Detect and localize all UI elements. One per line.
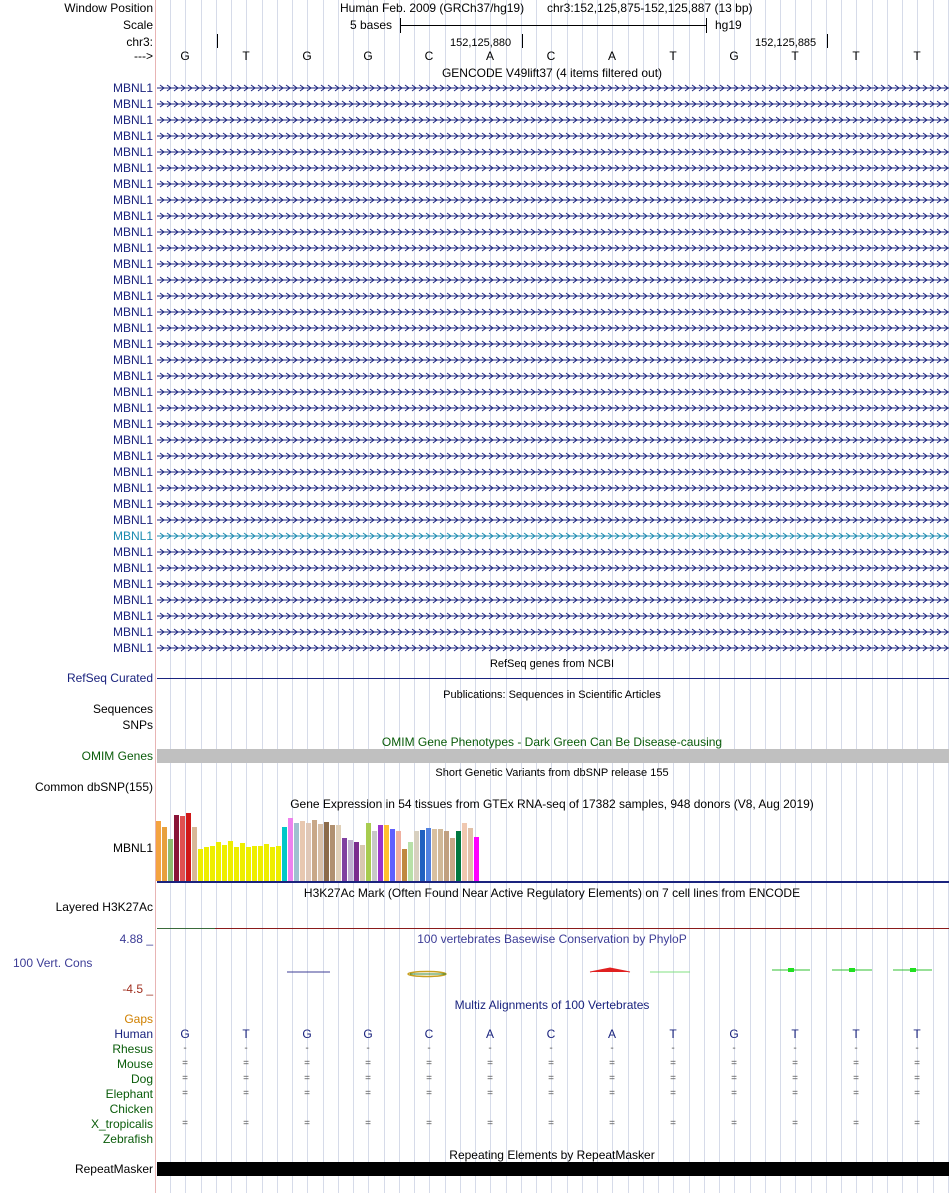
multiz-match-mark: = — [304, 1058, 310, 1069]
multiz-base: T — [791, 1027, 799, 1041]
gencode-transcript[interactable] — [157, 355, 949, 365]
gencode-transcript-label[interactable]: MBNL1 — [112, 609, 153, 623]
gtex-tissue-bar[interactable] — [414, 831, 419, 881]
multiz-base: T — [913, 1027, 921, 1041]
gtex-tissue-bar[interactable] — [360, 845, 365, 881]
gencode-transcript[interactable] — [157, 531, 949, 541]
gencode-transcript-label[interactable]: MBNL1 — [112, 129, 153, 143]
multiz-match-mark: = — [548, 1073, 554, 1084]
repeatmasker-track-label[interactable]: RepeatMasker — [74, 1162, 153, 1176]
omim-track-label[interactable]: OMIM Genes — [81, 749, 153, 763]
h3k27ac-track-title: H3K27Ac Mark (Often Found Near Active Regulatory Elements) on 7 cell lines from ENCODE — [303, 886, 801, 900]
scale-label: Scale — [122, 18, 153, 32]
multiz-match-mark: = — [365, 1073, 371, 1084]
phylop-track-title: 100 vertebrates Basewise Conservation by PhyloP — [417, 932, 687, 946]
gencode-transcript[interactable] — [157, 371, 949, 381]
gencode-transcript-label[interactable]: MBNL1 — [112, 577, 153, 591]
dbsnp-track-title: Short Genetic Variants from dbSNP release 155 — [435, 767, 669, 779]
multiz-match-mark: = — [853, 1118, 859, 1129]
multiz-match-mark: = — [365, 1118, 371, 1129]
gencode-transcript-label[interactable]: MBNL1 — [112, 513, 153, 527]
gtex-tissue-bar[interactable] — [318, 824, 323, 881]
gtex-tissue-bar[interactable] — [240, 843, 245, 881]
multiz-match-mark: - — [488, 1043, 492, 1054]
assembly-title: Human Feb. 2009 (GRCh37/hg19) — [340, 1, 525, 15]
multiz-match-mark: - — [183, 1043, 187, 1054]
gtex-tissue-bar[interactable] — [246, 847, 251, 881]
multiz-match-mark: = — [609, 1118, 615, 1129]
gtex-tissue-bar[interactable] — [438, 829, 443, 881]
base-letter: T — [669, 49, 677, 63]
gencode-transcript-label[interactable]: MBNL1 — [112, 561, 153, 575]
gtex-tissue-bar[interactable] — [456, 831, 461, 881]
h3k27ac-track-label[interactable]: Layered H3K27Ac — [55, 900, 153, 914]
multiz-match-mark: = — [853, 1088, 859, 1099]
gtex-tissue-bar[interactable] — [336, 825, 341, 881]
publications-sequences-label[interactable]: Sequences — [92, 702, 153, 716]
gtex-tissue-bar[interactable] — [216, 842, 221, 881]
gencode-transcript[interactable] — [157, 195, 949, 205]
multiz-base: C — [424, 1027, 434, 1041]
gencode-transcript-label[interactable]: MBNL1 — [112, 465, 153, 479]
multiz-species-label[interactable]: Human — [114, 1027, 153, 1041]
multiz-match-mark: = — [304, 1073, 310, 1084]
base-letter: T — [913, 49, 921, 63]
gtex-tissue-bar[interactable] — [210, 846, 215, 881]
phylop-track-label[interactable]: 100 Vert. Cons — [13, 956, 93, 970]
multiz-species-label[interactable]: Dog — [130, 1072, 153, 1086]
multiz-match-mark: = — [731, 1058, 737, 1069]
multiz-match-mark: = — [426, 1118, 432, 1129]
gtex-tissue-bar[interactable] — [294, 823, 299, 881]
gencode-transcript-label[interactable]: MBNL1 — [112, 593, 153, 607]
gtex-tissue-bar[interactable] — [222, 845, 227, 881]
chr-label: chr3: — [126, 35, 153, 49]
base-letter: T — [242, 49, 250, 63]
gencode-transcript-label[interactable]: MBNL1 — [112, 385, 153, 399]
multiz-match-mark: = — [609, 1073, 615, 1084]
base-letter: G — [180, 49, 190, 63]
multiz-match-mark: = — [670, 1058, 676, 1069]
multiz-match-mark: = — [243, 1118, 249, 1129]
gencode-transcript[interactable] — [157, 131, 949, 141]
gencode-transcript[interactable] — [157, 259, 949, 269]
ruler-tick — [522, 34, 523, 48]
gencode-transcript-label[interactable]: MBNL1 — [112, 241, 153, 255]
gtex-tissue-bar[interactable] — [300, 821, 305, 881]
multiz-match-mark: = — [243, 1088, 249, 1099]
gencode-transcript-label[interactable]: MBNL1 — [112, 193, 153, 207]
multiz-match-mark: = — [670, 1118, 676, 1129]
gencode-transcript-label[interactable]: MBNL1 — [112, 145, 153, 159]
strand-arrow-label: ---> — [134, 49, 153, 63]
multiz-base: T — [669, 1027, 677, 1041]
multiz-match-mark: = — [487, 1058, 493, 1069]
gtex-tissue-bar[interactable] — [168, 839, 173, 881]
multiz-base: T — [242, 1027, 250, 1041]
gtex-tissue-bar[interactable] — [162, 827, 167, 881]
phylop-conservation-plot[interactable] — [0, 940, 950, 1000]
gencode-transcript-label[interactable]: MBNL1 — [112, 289, 153, 303]
multiz-match-mark: = — [609, 1088, 615, 1099]
multiz-match-mark: = — [914, 1088, 920, 1099]
gencode-transcript[interactable] — [157, 547, 949, 557]
refseq-track-label[interactable]: RefSeq Curated — [66, 671, 153, 685]
multiz-base: C — [546, 1027, 556, 1041]
gencode-transcript-label[interactable]: MBNL1 — [112, 545, 153, 559]
gencode-transcript[interactable] — [157, 323, 949, 333]
multiz-match-mark: = — [670, 1088, 676, 1099]
gencode-transcript[interactable] — [157, 99, 949, 109]
multiz-match-mark: = — [426, 1073, 432, 1084]
publications-snps-label[interactable]: SNPs — [122, 718, 153, 732]
gtex-tissue-bar[interactable] — [252, 846, 257, 881]
gtex-tissue-bar[interactable] — [288, 818, 293, 881]
gtex-track-title: Gene Expression in 54 tissues from GTEx RNA-seq of 17382 samples, 948 donors (V8, Aug 2019) — [290, 797, 814, 811]
gencode-transcript[interactable] — [157, 515, 949, 525]
multiz-match-mark: = — [182, 1058, 188, 1069]
multiz-match-mark: = — [487, 1073, 493, 1084]
repeatmasker-track-title: Repeating Elements by RepeatMasker — [449, 1148, 655, 1162]
ruler-tick — [217, 34, 218, 48]
multiz-base: T — [852, 1027, 860, 1041]
label-column-divider — [155, 0, 156, 1193]
multiz-base: G — [363, 1027, 373, 1041]
multiz-match-mark: = — [487, 1088, 493, 1099]
multiz-match-mark: = — [670, 1073, 676, 1084]
multiz-match-mark: = — [304, 1118, 310, 1129]
multiz-match-mark: = — [731, 1073, 737, 1084]
gtex-tissue-bar[interactable] — [378, 825, 383, 881]
gencode-transcript[interactable] — [157, 435, 949, 445]
gtex-tissue-bar[interactable] — [342, 838, 347, 881]
gtex-tissue-bar[interactable] — [468, 828, 473, 881]
multiz-species-label[interactable]: Chicken — [109, 1102, 153, 1116]
multiz-match-mark: - — [305, 1043, 309, 1054]
gencode-transcript[interactable] — [157, 387, 949, 397]
multiz-match-mark: = — [243, 1073, 249, 1084]
multiz-match-mark: - — [854, 1043, 858, 1054]
multiz-match-mark: = — [426, 1058, 432, 1069]
gencode-transcript-label[interactable]: MBNL1 — [112, 433, 153, 447]
base-letter: A — [485, 49, 494, 63]
multiz-base: G — [180, 1027, 190, 1041]
gtex-tissue-bar[interactable] — [426, 828, 431, 881]
ruler-coordinate-1: 152,125,880 — [450, 37, 512, 49]
gtex-tissue-bar[interactable] — [306, 823, 311, 881]
multiz-match-mark: = — [182, 1073, 188, 1084]
multiz-match-mark: = — [365, 1058, 371, 1069]
gtex-tissue-bar[interactable] — [330, 825, 335, 881]
gencode-transcript[interactable] — [157, 595, 949, 605]
multiz-match-mark: - — [366, 1043, 370, 1054]
multiz-match-mark: = — [365, 1088, 371, 1099]
gtex-tissue-bar[interactable] — [258, 846, 263, 881]
gtex-tissue-bar[interactable] — [354, 842, 359, 881]
scale-db-label: hg19 — [715, 18, 742, 32]
multiz-match-mark: = — [487, 1118, 493, 1129]
gencode-transcript[interactable] — [157, 643, 949, 653]
ruler-tick — [827, 34, 828, 48]
gtex-tissue-bar[interactable] — [450, 838, 455, 881]
gencode-transcript-label[interactable]: MBNL1 — [112, 209, 153, 223]
multiz-match-mark: = — [731, 1118, 737, 1129]
multiz-match-mark: = — [792, 1073, 798, 1084]
gtex-tissue-bar[interactable] — [396, 831, 401, 881]
gencode-transcript[interactable] — [157, 627, 949, 637]
multiz-match-mark: - — [427, 1043, 431, 1054]
gtex-tissue-bar[interactable] — [384, 825, 389, 881]
multiz-match-mark: = — [853, 1058, 859, 1069]
multiz-base: A — [485, 1027, 494, 1041]
multiz-species-label[interactable]: Zebrafish — [102, 1132, 153, 1146]
gencode-transcript[interactable] — [157, 307, 949, 317]
gtex-tissue-bar[interactable] — [186, 813, 191, 881]
multiz-match-mark: - — [915, 1043, 919, 1054]
multiz-match-mark: = — [548, 1118, 554, 1129]
gtex-tissue-bar[interactable] — [156, 821, 161, 881]
position-title: chr3:152,125,875-152,125,887 (13 bp) — [547, 1, 753, 15]
multiz-match-mark: = — [914, 1118, 920, 1129]
multiz-match-mark: = — [853, 1073, 859, 1084]
gtex-tissue-bar[interactable] — [390, 829, 395, 881]
gencode-transcript-label[interactable]: MBNL1 — [112, 305, 153, 319]
gencode-transcript[interactable] — [157, 403, 949, 413]
base-letter: C — [546, 49, 556, 63]
multiz-match-mark: - — [610, 1043, 614, 1054]
gencode-transcript-label[interactable]: MBNL1 — [112, 417, 153, 431]
gencode-transcript[interactable] — [157, 451, 949, 461]
gtex-baseline — [157, 881, 949, 883]
gencode-transcript[interactable] — [157, 179, 949, 189]
base-letter: A — [607, 49, 616, 63]
gtex-tissue-bar[interactable] — [432, 829, 437, 881]
multiz-base: A — [607, 1027, 616, 1041]
dbsnp-track-label[interactable]: Common dbSNP(155) — [34, 780, 153, 794]
gencode-transcript-label[interactable]: MBNL1 — [112, 273, 153, 287]
multiz-match-mark: - — [671, 1043, 675, 1054]
multiz-match-mark: = — [304, 1088, 310, 1099]
multiz-species-label[interactable]: Elephant — [105, 1087, 153, 1101]
multiz-match-mark: = — [548, 1088, 554, 1099]
gencode-transcript[interactable] — [157, 611, 949, 621]
multiz-match-mark: = — [609, 1058, 615, 1069]
gtex-tissue-bar[interactable] — [462, 823, 467, 881]
gtex-tissue-bar[interactable] — [366, 823, 371, 881]
gencode-transcript-label[interactable]: MBNL1 — [112, 369, 153, 383]
gtex-tissue-bar[interactable] — [270, 847, 275, 881]
gtex-tissue-bar[interactable] — [180, 816, 185, 881]
multiz-match-mark: = — [182, 1088, 188, 1099]
gencode-transcript-label[interactable]: MBNL1 — [112, 257, 153, 271]
gencode-transcript[interactable] — [157, 163, 949, 173]
multiz-match-mark: = — [243, 1058, 249, 1069]
gencode-track-title: GENCODE V49lift37 (4 items filtered out) — [441, 66, 663, 80]
omim-track-title: OMIM Gene Phenotypes - Dark Green Can Be Disease-causing — [381, 735, 723, 749]
base-letter: C — [424, 49, 434, 63]
gencode-transcript[interactable] — [157, 499, 949, 509]
gencode-transcript-label[interactable]: MBNL1 — [112, 401, 153, 415]
base-letter: G — [363, 49, 373, 63]
ruler-coordinate-2: 152,125,885 — [755, 37, 817, 49]
gencode-transcript[interactable] — [157, 83, 949, 93]
base-letter: G — [729, 49, 739, 63]
gencode-transcript[interactable] — [157, 211, 949, 221]
gencode-transcript-label[interactable]: MBNL1 — [112, 481, 153, 495]
gtex-tissue-bar[interactable] — [228, 841, 233, 881]
gtex-tissue-bar[interactable] — [444, 831, 449, 881]
gtex-tissue-bar[interactable] — [198, 849, 203, 881]
base-letter: G — [302, 49, 312, 63]
h3k27ac-signal — [157, 928, 215, 929]
gtex-tissue-bar[interactable] — [372, 831, 377, 881]
multiz-match-mark: = — [792, 1058, 798, 1069]
gencode-transcript-label[interactable]: MBNL1 — [112, 353, 153, 367]
gencode-transcript-label[interactable]: MBNL1 — [112, 625, 153, 639]
multiz-track-title: Multiz Alignments of 100 Vertebrates — [454, 998, 650, 1012]
gtex-tissue-bar[interactable] — [474, 837, 479, 881]
gencode-transcript-label[interactable]: MBNL1 — [112, 321, 153, 335]
multiz-match-mark: - — [793, 1043, 797, 1054]
gencode-transcript-label[interactable]: MBNL1 — [112, 161, 153, 175]
multiz-match-mark: = — [792, 1088, 798, 1099]
repeatmasker-element[interactable] — [157, 1162, 949, 1176]
gencode-transcript[interactable] — [157, 115, 949, 125]
gencode-transcript[interactable] — [157, 227, 949, 237]
gtex-tissue-bar[interactable] — [174, 815, 179, 881]
gtex-tissue-bar[interactable] — [312, 820, 317, 881]
gencode-transcript-label[interactable]: MBNL1 — [112, 177, 153, 191]
gtex-tissue-bar[interactable] — [282, 827, 287, 881]
gtex-tissue-bar[interactable] — [408, 842, 413, 881]
gencode-transcript-label[interactable]: MBNL1 — [112, 449, 153, 463]
multiz-gaps-label[interactable]: Gaps — [124, 1012, 153, 1026]
gencode-transcript-label[interactable]: MBNL1 — [112, 497, 153, 511]
scale-bar-text: 5 bases — [350, 18, 393, 32]
gencode-transcript-label[interactable]: MBNL1 — [112, 337, 153, 351]
gencode-transcript[interactable] — [157, 419, 949, 429]
phylop-max-label: 4.88 _ — [119, 932, 153, 946]
gtex-tissue-bar[interactable] — [204, 847, 209, 881]
gtex-tissue-bar[interactable] — [348, 840, 353, 881]
base-letter: T — [791, 49, 799, 63]
multiz-match-mark: = — [731, 1088, 737, 1099]
gencode-transcript-label[interactable]: MBNL1 — [112, 225, 153, 239]
gtex-track-label[interactable]: MBNL1 — [112, 841, 153, 855]
refseq-track-title: RefSeq genes from NCBI — [489, 658, 615, 670]
phylop-min-label: -4.5 _ — [122, 982, 153, 996]
gencode-transcript[interactable] — [157, 275, 949, 285]
multiz-species-label[interactable]: Mouse — [116, 1057, 153, 1071]
gencode-transcript[interactable] — [157, 483, 949, 493]
gencode-transcript-label[interactable]: MBNL1 — [112, 81, 153, 95]
gencode-transcript-label[interactable]: MBNL1 — [112, 641, 153, 655]
gtex-tissue-bar[interactable] — [234, 847, 239, 881]
multiz-match-mark: - — [732, 1043, 736, 1054]
multiz-match-mark: = — [548, 1058, 554, 1069]
gtex-tissue-bar[interactable] — [192, 827, 197, 881]
multiz-match-mark: = — [426, 1088, 432, 1099]
multiz-species-label[interactable]: Rhesus — [112, 1042, 153, 1056]
gencode-transcript[interactable] — [157, 147, 949, 157]
multiz-match-mark: = — [792, 1118, 798, 1129]
gencode-transcript[interactable] — [157, 467, 949, 477]
multiz-match-mark: = — [914, 1073, 920, 1084]
gencode-transcript-label[interactable]: MBNL1 — [112, 97, 153, 111]
gencode-transcript[interactable] — [157, 339, 949, 349]
multiz-match-mark: = — [914, 1058, 920, 1069]
gencode-transcript[interactable] — [157, 563, 949, 573]
multiz-species-label[interactable]: X_tropicalis — [90, 1117, 153, 1131]
gtex-tissue-bar[interactable] — [420, 830, 425, 881]
multiz-base: G — [302, 1027, 312, 1041]
gtex-tissue-bar[interactable] — [402, 849, 407, 881]
h3k27ac-baseline — [157, 928, 949, 929]
window-position-label: Window Position — [64, 1, 153, 15]
gencode-transcript[interactable] — [157, 243, 949, 253]
gencode-transcript-label[interactable]: MBNL1 — [112, 113, 153, 127]
gencode-transcript-label[interactable]: MBNL1 — [112, 529, 153, 543]
refseq-gene-line[interactable] — [157, 678, 949, 679]
gtex-tissue-bar[interactable] — [324, 822, 329, 881]
multiz-base: G — [729, 1027, 739, 1041]
omim-gene-bar[interactable] — [157, 749, 949, 763]
multiz-match-mark: = — [182, 1118, 188, 1129]
multiz-match-mark: - — [244, 1043, 248, 1054]
multiz-match-mark: - — [549, 1043, 553, 1054]
gencode-transcript[interactable] — [157, 291, 949, 301]
base-letter: T — [852, 49, 860, 63]
gencode-transcript[interactable] — [157, 579, 949, 589]
gtex-tissue-bar[interactable] — [264, 844, 269, 881]
gtex-tissue-bar[interactable] — [276, 846, 281, 881]
publications-track-title: Publications: Sequences in Scientific Articles — [443, 689, 661, 701]
